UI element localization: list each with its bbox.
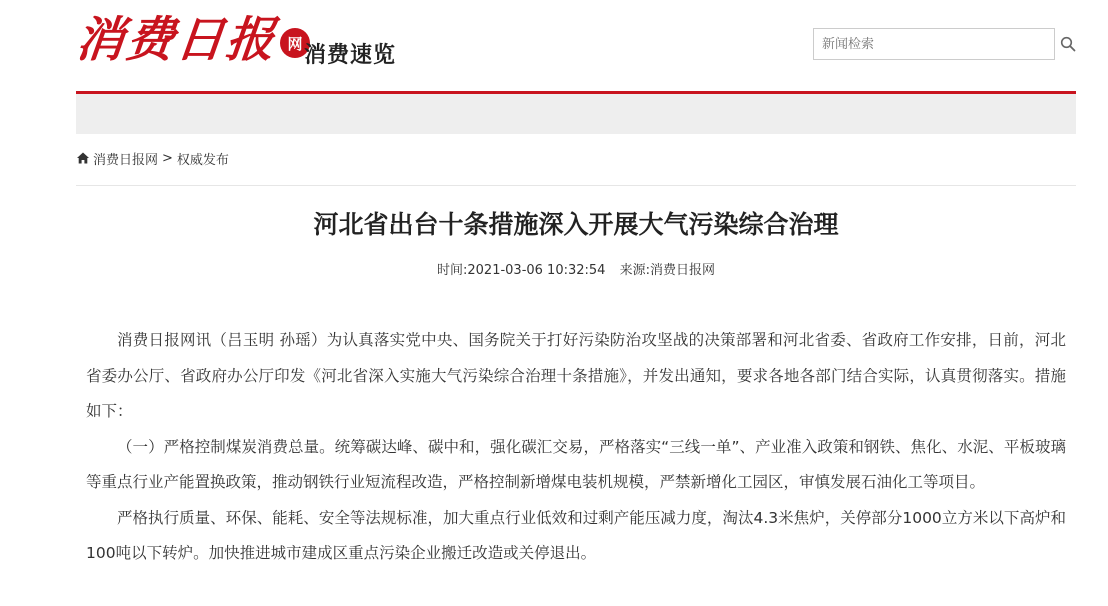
site-logo[interactable] [73, 12, 310, 68]
article-time: 时间:2021-03-06 10:32:54 [437, 263, 606, 278]
search-input[interactable] [813, 28, 1055, 60]
search-button[interactable] [1055, 28, 1081, 60]
article-paragraph: 严格执行质量、环保、能耗、安全等法规标准，加大重点行业低效和过剩产能压减力度，淘汰4.3米焦炉，关停部分1000立方米以下高炉和100吨以下转炉。加快推进城市建成区重点污染企业搬迁改造或关停退出。 [86, 508, 1066, 562]
logo-badge: 网 [280, 28, 310, 58]
article-body [86, 323, 1066, 572]
breadcrumb-current-link[interactable]: 权威发布 [176, 152, 229, 168]
nav-bar [76, 94, 1076, 134]
home-icon [76, 151, 90, 165]
breadcrumb-separator: > [162, 150, 173, 166]
article-title: 河北省出台十条措施深入开展大气污染综合治理 [313, 210, 839, 239]
article-paragraph: 消费日报网讯（吕玉明 孙瑶）为认真落实党中央、国务院关于打好污染防治攻坚战的决策部署和河北省委、省政府工作安排，日前，河北省委办公厅、省政府办公厅印发《河北省深入实施大气污染综合治理十条措施》，并发出通知，要求各地各部门结合实际，认真贯彻落实。措施如下： [86, 331, 1066, 420]
article-paragraph: （一）严格控制煤炭消费总量。统筹碳达峰、碳中和，强化碳汇交易，严格落实“三线一单”、产业准入政策和钢铁、焦化、水泥、平板玻璃等重点行业产能置换政策，推动钢铁行业短流程改造，严格控制新增煤电装机规模，严禁新增化工园区，审慎发展石油化工等项目。 [86, 437, 1066, 491]
section-title: 消费速览 [304, 42, 397, 68]
article-source: 来源:消费日报网 [619, 263, 715, 278]
breadcrumb-home-link[interactable]: 消费日报网 [93, 152, 159, 168]
site-header [0, 0, 1108, 92]
logo-text: 消费日报 [73, 12, 279, 68]
article-meta [76, 261, 1076, 281]
breadcrumb [76, 148, 229, 168]
search-icon [1060, 36, 1076, 52]
breadcrumb-divider [76, 185, 1076, 186]
